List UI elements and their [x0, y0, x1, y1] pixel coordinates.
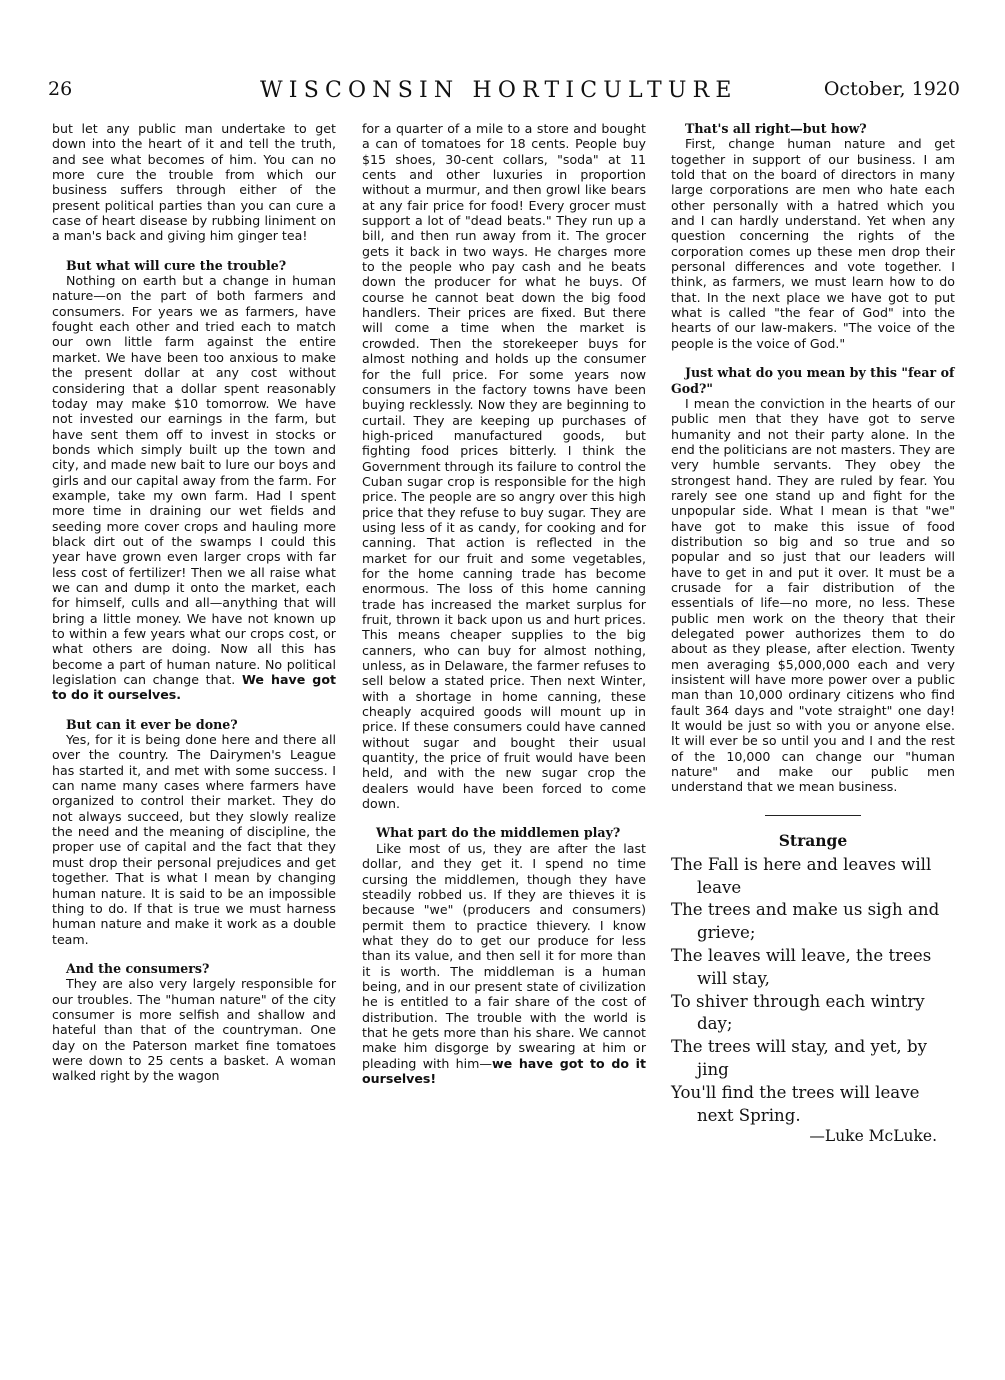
paragraph: Like most of us, they are after the last dollar, and they get it. I spend no time cursing the middlemen, though they have steadily robbed us. If they are thieves it is because "we" (producers and consumers) permit them to practice thievery. I know what they do to get our produce for less than its value, and then sell it for more than it is worth. The middleman is a human being, and in our present state of civilization he is entitled to a fair share of the cost of distribution. The trouble with the world is that he gets more than his share. We cannot make him disgorge by swearing at him or pleading with him—we have got to do it ourselves!	[362, 840, 646, 1086]
paragraph: They are also very largely responsible for our troubles. The "human nature" of the city consumer is more selfish and shallow and hateful than that of the countryman. One day on the Paterson market fine tomatoes were down to 25 cents a basket. A woman walked right by the wagon	[52, 976, 336, 1084]
page-header	[48, 78, 960, 108]
poem-line: The leaves will leave, the trees will stay,	[671, 945, 932, 988]
running-title: WISCONSIN HORTICULTURE	[260, 78, 738, 103]
poem-title: Strange	[778, 830, 848, 850]
poem-line: The Fall is here and leaves will leave	[671, 854, 932, 897]
column-3	[671, 121, 955, 1145]
poem-line: To shiver through each wintry day;	[671, 991, 925, 1034]
paragraph: Nothing on earth but a change in human nature—on the part of both farmers and consumers. For years we as farmers, have fought each other and tried each to match our own little farm against the entire market. We have been too anxious to make the present dollar at any cost without considering that a dollar spent reasonably today may make $10 tomorrow. We have not invested our earnings in the farm, but have sent them off to invest in stocks or bonds which simply built up the town and city, and made new bait to lure our boys and girls and our capital away from the farm. For example, take my own farm. Had I spent more time in draining our wet fields and seeding more cover crops and hauling more black dirt out of the swamps I could this year have grown even larger crops with far less cost of fertilizer! Then we all raise what we can and dump it onto the market, each for himself, culls and all—anything that will bring a little money. We have not known up to within a few years what our crops cost, or what others are doing. Now all this has become a part of human nature. No political legislation can change that. We have got to do it ourselves.	[52, 273, 336, 703]
subheading: But can it ever be done?	[66, 716, 238, 732]
paragraph: for a quarter of a mile to a store and bought a can of tomatoes for 18 cents. People buy $15 shoes, 30-cent collars, "soda" at 11 cents and other luxuries in proportion without a murmur, and then growl like bears at any fair price for food! Every grocer must support a lot of "dead beats." They run up a bill, and then run away from it. The grocer gets it back in two ways. He charges more to the people who pay cash and he beats down the producer for what he buys. Of course he cannot beat down the big food handlers. Their prices are fixed. But there will come a time when the market is crowded. Then the storekeeper buys for almost nothing and holds up the consumer for the full price. For some years now consumers in the factory towns have been buying recklessly. Now they are beginning to curtail. They are keeping up purchases of high-priced manufactured goods, but fighting food prices bitterly. I think the Government through its failure to control the Cuban sugar crop is responsible for the high price. The people are so angry over this high price that they refuse to buy sugar. They are using less of it as candy, for cooking and for canning. That action is reflected in the market for our fruit and some vegetables, for the home canning trade has become enormous. The loss of this home canning trade has increased the market surplus for fruit, thrown it back upon us and hurt prices. This means cheaper supplies to the big canners, who can buy for almost nothing, unless, as in Delaware, the farmer refuses to sell below a stated price. Then next Winter, with a shortage in home canning, these cheaply acquired goods will mount up in price. If these consumers could have canned without sugar and bought their usual quantity, the price of fruit would have been held, and with the new sugar crop the dealers would have been forced to come down.	[362, 121, 646, 812]
paragraph: but let any public man undertake to get down into the heart of it and tell the truth, and see what becomes of him. You can no more cure the trouble from which our business suffers through either of the present political parties than you can cure a case of heart disease by rubbing liniment on a man's back and giving him ginger tea!	[52, 121, 336, 244]
subheading: But what will cure the trouble?	[66, 257, 287, 273]
subheading: That's all right—but how?	[685, 121, 867, 136]
poem-attribution: —Luke McLuke.	[809, 1127, 937, 1146]
subheading: Just what do you mean by this "fear of God?"	[671, 365, 955, 396]
column-1	[52, 121, 336, 1084]
paragraph: First, change human nature and get together in support of our business. I am told that on the board of directors in many large corporations are men who hate each other personally with a hatred which you and I can hardly understand. Yet when any question concerning the rights of the corporation comes up these men drop their personal differences and vote together. I think, as farmers, we must learn how to do that. In the next place we have got to put what is called "the fear of God" into the hearts of our law-makers. "The voice of the people is the voice of God."	[671, 136, 955, 351]
poem-line: The trees and make us sigh and grieve;	[671, 900, 940, 943]
poem-line: You'll find the trees will leave next Spring.	[671, 1082, 920, 1125]
column-2	[362, 121, 646, 1086]
issue-date: October, 1920	[823, 78, 960, 100]
paragraph: I mean the conviction in the hearts of our public men that they have got to serve humanity and not their party alone. In the end the politicians are not masters. They are very humble servants. They obey the strongest hand. They are ruled by fear. You rarely see one stand up and fight for the unpopular side. What I mean is that "we" have got to make this issue of food distribution so big and so true and so popular and so just that our leaders will have to get in and put it over. It must be a crusade for a fair distribution of the essentials of life—no more, no less. These public men work on the theory that their delegated power authorizes them to do about as they please, after election. Twenty men averaging $5,000,000 each and very insistent will have more power over a public man than 10,000 ordinary citizens who find fault 364 days and "vote straight" one day! It would be just so with you or anyone else. It will ever be so until you and I and the rest of the 10,000 can change our "human nature" and make our public men understand that we mean business.	[671, 395, 955, 795]
page-number: 26	[48, 78, 73, 100]
paragraph: Yes, for it is being done here and there all over the country. The Dairymen's League has started it, and met with some success. I can name many cases where farmers have organized to control their market. They do not always succeed, but they slowly realize the need and the meaning of discipline, the proper use of capital and the fact that they must drop their personal prejudices and get together. That is what I mean by changing human nature. It is said to be an impossible thing to do. If that is true we must harness human nature and make it work as a double team.	[52, 732, 336, 947]
subheading: What part do the middlemen play?	[376, 825, 621, 841]
section-divider	[765, 815, 861, 816]
poem	[671, 830, 955, 1145]
subheading: And the consumers?	[66, 960, 210, 976]
poem-line: The trees will stay, and yet, by jing	[671, 1037, 927, 1079]
